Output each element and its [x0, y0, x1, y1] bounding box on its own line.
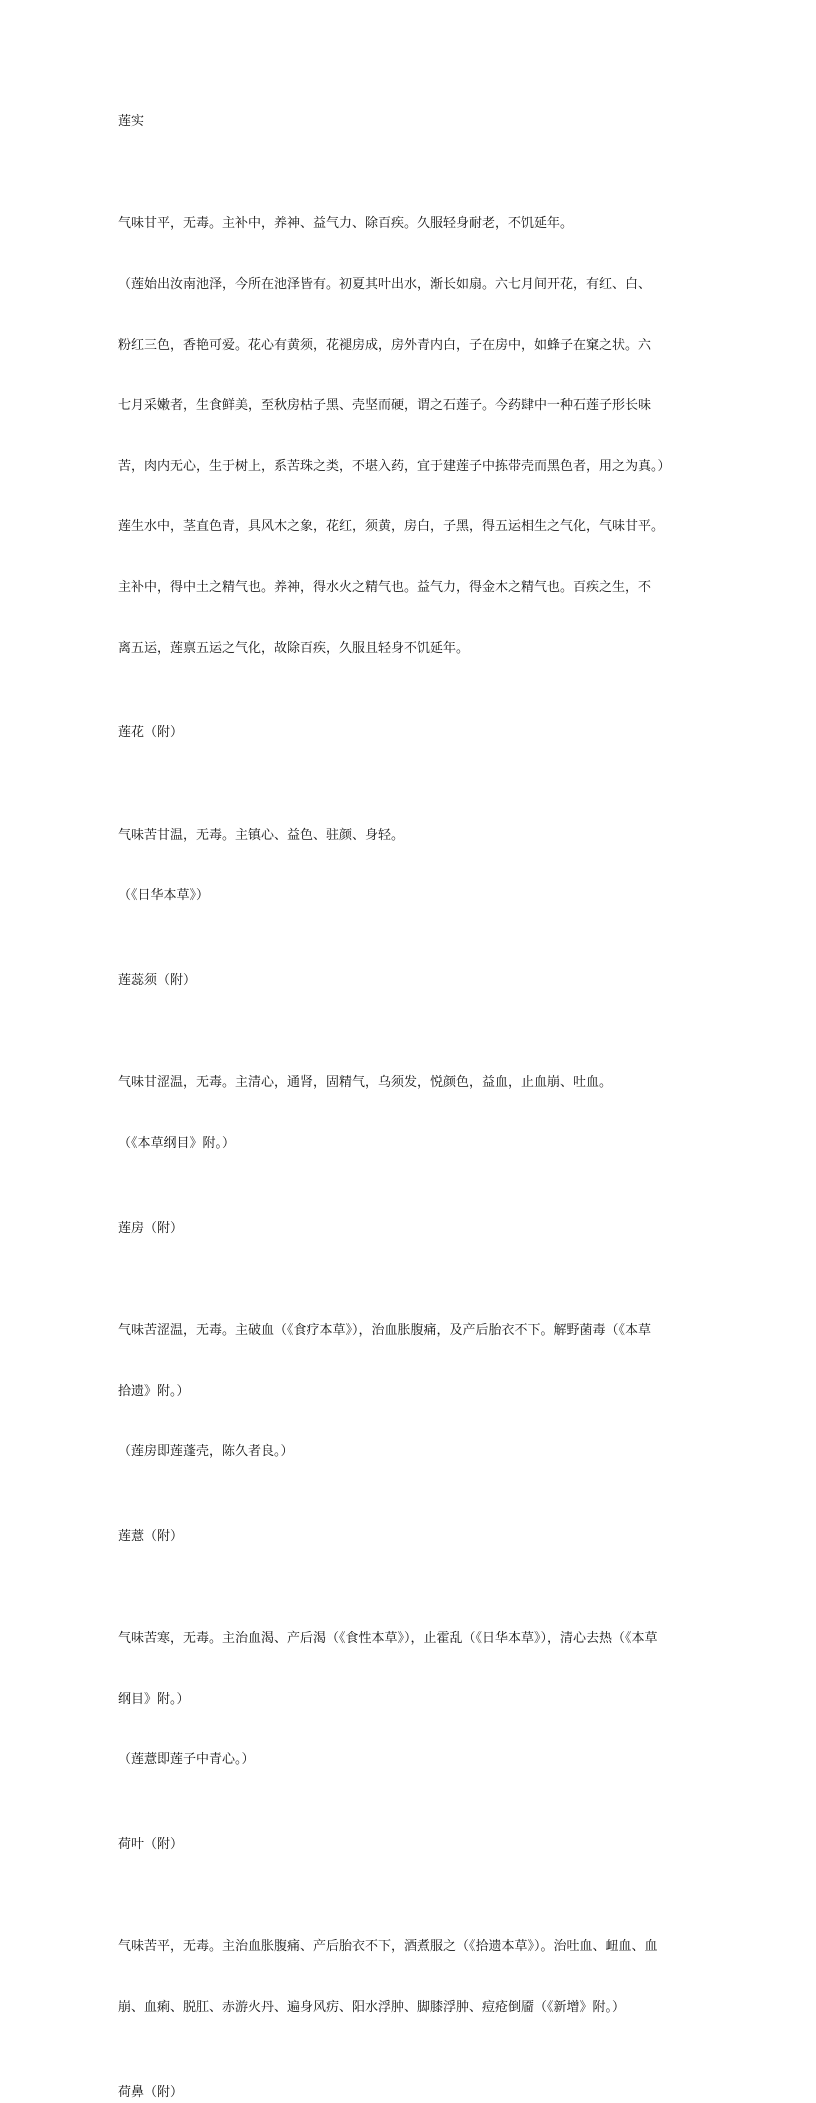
text-line: 崩、血痢、脱肛、赤游火丹、遍身风疠、阳水浮肿、脚膝浮肿、痘疮倒靥（《新增》附。）	[118, 2000, 626, 2016]
document-page	[118, 112, 702, 2103]
section-title: 莲花（附）	[118, 725, 184, 741]
text-line: 气味甘平，无毒。主补中，养神、益气力、除百疾。久服轻身耐老，不饥延年。	[118, 216, 574, 232]
text-line: 离五运，莲禀五运之气化，故除百疾，久服且轻身不饥延年。	[118, 640, 470, 656]
section-title: 莲实	[118, 114, 145, 129]
section-title: 莲蕊须（附）	[118, 972, 197, 988]
text-line: 气味苦平，无毒。主治血胀腹痛、产后胎衣不下，酒煮服之（《拾遗本草》）。治吐血、衄血、血	[118, 1939, 658, 1955]
text-line: 气味甘涩温，无毒。主清心，通肾，固精气，乌须发，悦颜色，益血，止血崩、吐血。	[118, 1075, 613, 1091]
text-line: （《本草纲目》附。）	[118, 1135, 236, 1151]
section-title: 荷叶（附）	[118, 1837, 184, 1852]
text-line: 莲生水中，茎直色青，具风木之象，花红，须黄，房白，子黑，得五运相生之气化，气味甘平。	[118, 519, 665, 535]
text-line: 气味苦寒，无毒。主治血渴、产后渴（《食性本草》），止霍乱（《日华本草》），清心去热（《本草	[118, 1631, 658, 1647]
text-line: （莲始出汝南池泽，今所在池泽皆有。初夏其叶出水，渐长如扇。六七月间开花，有红、白、	[118, 277, 652, 293]
section-body	[118, 1589, 702, 1811]
text-line: 粉红三色，香艳可爱。花心有黄须，花褪房成，房外青内白，子在房中，如蜂子在窠之状。六	[118, 337, 652, 353]
text-line: （莲薏即莲子中青心。）	[118, 1752, 255, 1768]
text-line: 纲目》附。）	[118, 1691, 190, 1707]
section-body	[118, 1281, 702, 1503]
text-line: 气味苦涩温，无毒。主破血（《食疗本草》），治血胀腹痛，及产后胎衣不下。解野菌毒（《本草	[118, 1322, 652, 1338]
section-title: 莲房（附）	[118, 1220, 184, 1236]
section-body	[118, 785, 702, 947]
section-title: 莲薏（附）	[118, 1528, 184, 1544]
section-body	[118, 174, 702, 699]
text-line: 主补中，得中土之精气也。养神，得水火之精气也。益气力，得金木之精气也。百疾之生，不	[118, 580, 652, 596]
text-line: 气味苦甘温，无毒。主镇心、益色、驻颜、身轻。	[118, 827, 405, 843]
text-line: 拾遗》附。）	[118, 1383, 190, 1399]
text-line: （《日华本草》）	[118, 888, 210, 904]
section-title: 荷鼻（附）	[118, 2084, 184, 2100]
text-line: （莲房即莲蓬壳，陈久者良。）	[118, 1444, 294, 1460]
text-line: 七月采嫩者，生食鲜美，至秋房枯子黑、壳坚而硬，谓之石莲子。今药肆中一种石莲子形长味	[118, 398, 652, 414]
section-body	[118, 1897, 702, 2059]
section-body	[118, 1033, 702, 1195]
text-line: 苦，肉内无心，生于树上，系苦珠之类，不堪入药，宜于建莲子中拣带壳而黑色者，用之为真。）	[118, 458, 671, 474]
